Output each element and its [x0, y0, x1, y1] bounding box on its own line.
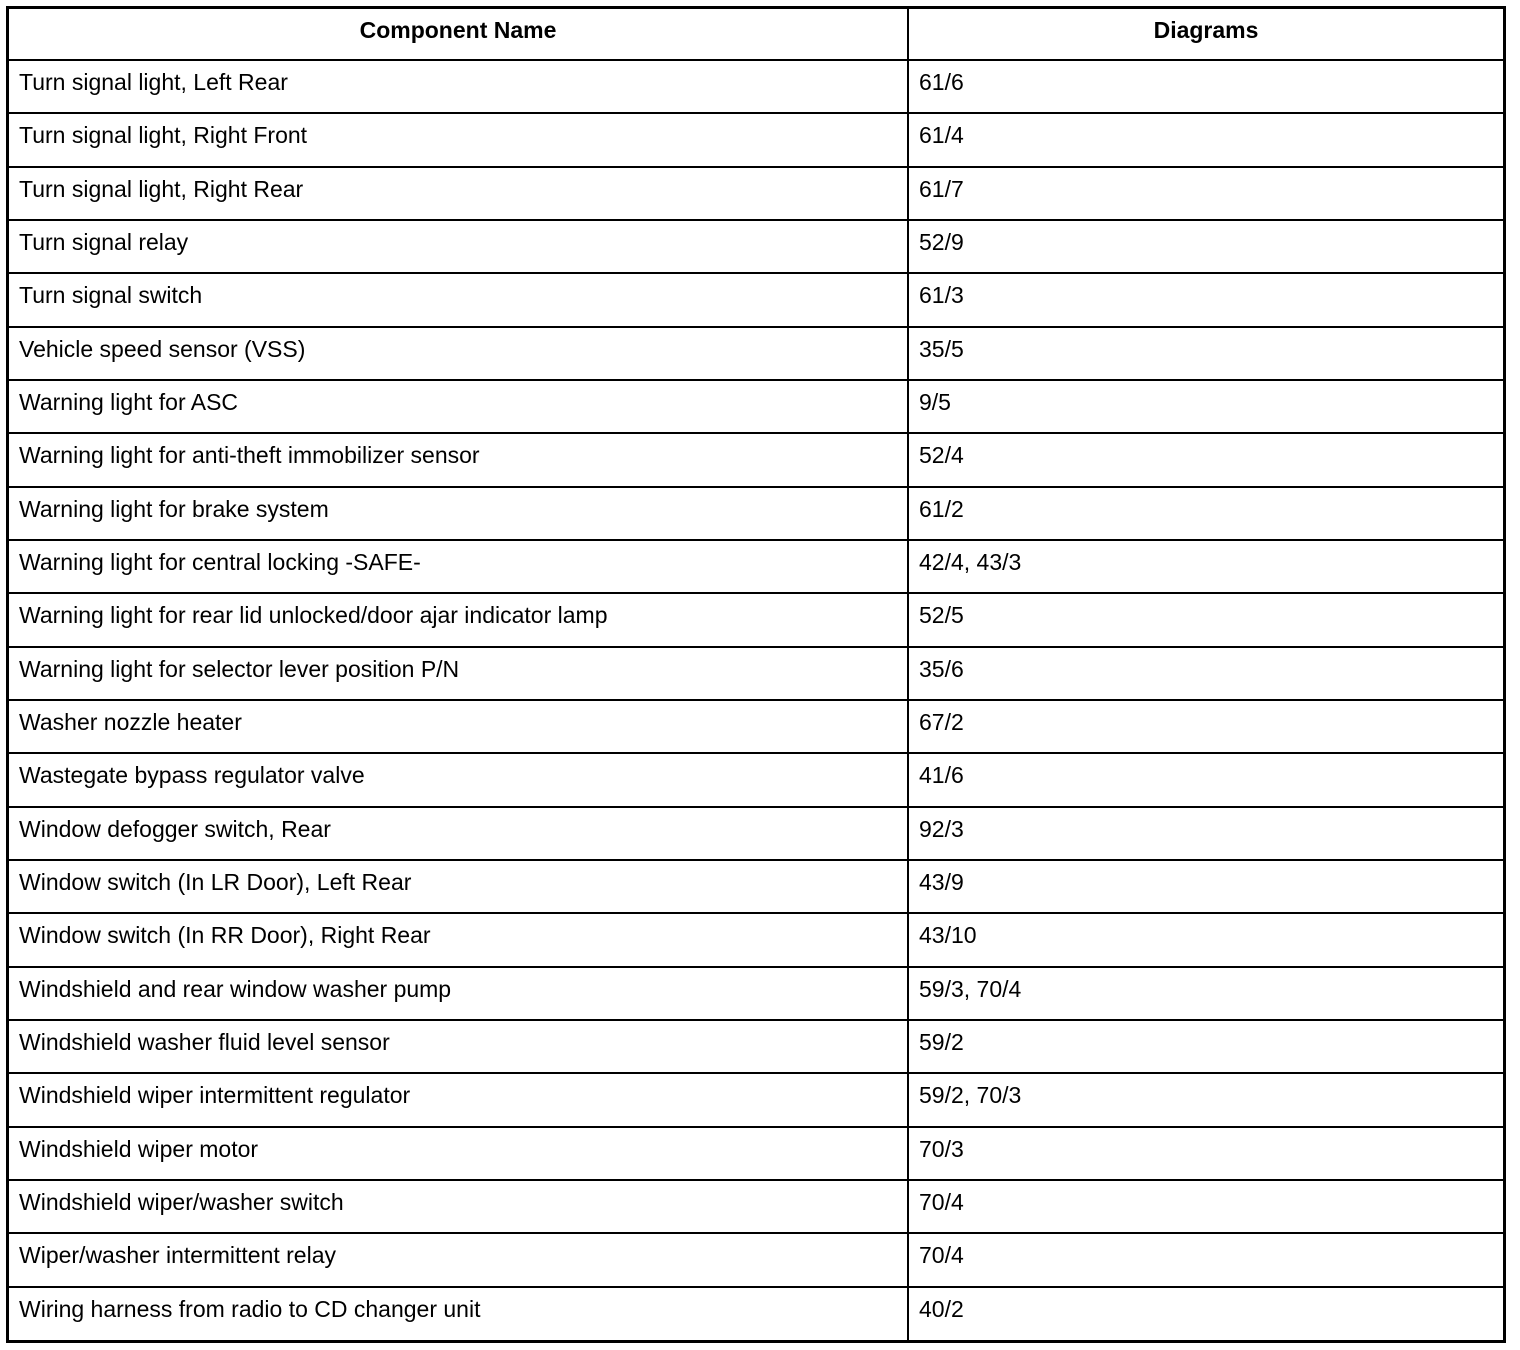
component-name-cell: Turn signal light, Right Front — [9, 113, 908, 166]
diagrams-cell: 92/3 — [908, 807, 1503, 860]
component-name-cell: Vehicle speed sensor (VSS) — [9, 327, 908, 380]
table-row — [9, 60, 1503, 113]
table-header-row — [9, 9, 1503, 60]
component-name-cell: Turn signal relay — [9, 220, 908, 273]
diagrams-cell: 61/7 — [908, 167, 1503, 220]
component-name-cell: Window switch (In LR Door), Left Rear — [9, 860, 908, 913]
component-name-cell: Warning light for rear lid unlocked/door ajar indicator lamp — [9, 593, 908, 646]
table-row — [9, 167, 1503, 220]
table-row — [9, 540, 1503, 593]
diagrams-cell: 41/6 — [908, 753, 1503, 806]
diagrams-cell: 43/9 — [908, 860, 1503, 913]
component-name-cell: Window switch (In RR Door), Right Rear — [9, 913, 908, 966]
table-row — [9, 700, 1503, 753]
table-row — [9, 1233, 1503, 1286]
component-name-cell: Washer nozzle heater — [9, 700, 908, 753]
diagrams-cell: 70/3 — [908, 1127, 1503, 1180]
diagrams-cell: 67/2 — [908, 700, 1503, 753]
table-row — [9, 1287, 1503, 1340]
component-name-cell: Turn signal light, Left Rear — [9, 60, 908, 113]
table-row — [9, 1180, 1503, 1233]
table-row — [9, 380, 1503, 433]
table-row — [9, 807, 1503, 860]
table-row — [9, 327, 1503, 380]
table-row — [9, 1073, 1503, 1126]
table-row — [9, 1127, 1503, 1180]
diagrams-cell: 52/4 — [908, 433, 1503, 486]
diagrams-cell: 70/4 — [908, 1233, 1503, 1286]
component-name-cell: Windshield wiper/washer switch — [9, 1180, 908, 1233]
component-name-cell: Turn signal light, Right Rear — [9, 167, 908, 220]
diagrams-cell: 43/10 — [908, 913, 1503, 966]
table-row — [9, 433, 1503, 486]
diagrams-cell: 40/2 — [908, 1287, 1503, 1340]
table-row — [9, 860, 1503, 913]
table-row — [9, 487, 1503, 540]
component-name-cell: Warning light for anti-theft immobilizer sensor — [9, 433, 908, 486]
table-row — [9, 1020, 1503, 1073]
component-name-cell: Windshield and rear window washer pump — [9, 967, 908, 1020]
table-row — [9, 913, 1503, 966]
table-row — [9, 273, 1503, 326]
component-diagram-table — [6, 6, 1506, 1343]
table-row — [9, 647, 1503, 700]
diagrams-cell: 59/3, 70/4 — [908, 967, 1503, 1020]
component-name-cell: Windshield wiper motor — [9, 1127, 908, 1180]
component-name-cell: Wiper/washer intermittent relay — [9, 1233, 908, 1286]
diagrams-cell: 61/3 — [908, 273, 1503, 326]
diagrams-cell: 59/2 — [908, 1020, 1503, 1073]
component-name-cell: Wiring harness from radio to CD changer unit — [9, 1287, 908, 1340]
component-name-cell: Warning light for central locking -SAFE- — [9, 540, 908, 593]
component-name-cell: Window defogger switch, Rear — [9, 807, 908, 860]
diagrams-cell: 61/6 — [908, 60, 1503, 113]
table-row — [9, 113, 1503, 166]
component-name-cell: Warning light for selector lever position P/N — [9, 647, 908, 700]
header-component-name: Component Name — [9, 9, 908, 60]
component-table — [9, 9, 1503, 1340]
diagrams-cell: 61/4 — [908, 113, 1503, 166]
component-name-cell: Turn signal switch — [9, 273, 908, 326]
diagrams-cell: 59/2, 70/3 — [908, 1073, 1503, 1126]
diagrams-cell: 35/6 — [908, 647, 1503, 700]
component-name-cell: Windshield washer fluid level sensor — [9, 1020, 908, 1073]
table-row — [9, 220, 1503, 273]
table-row — [9, 753, 1503, 806]
diagrams-cell: 61/2 — [908, 487, 1503, 540]
diagrams-cell: 9/5 — [908, 380, 1503, 433]
header-diagrams: Diagrams — [908, 9, 1503, 60]
diagrams-cell: 70/4 — [908, 1180, 1503, 1233]
component-name-cell: Windshield wiper intermittent regulator — [9, 1073, 908, 1126]
table-row — [9, 967, 1503, 1020]
component-name-cell: Warning light for brake system — [9, 487, 908, 540]
table-row — [9, 593, 1503, 646]
diagrams-cell: 52/9 — [908, 220, 1503, 273]
diagrams-cell: 52/5 — [908, 593, 1503, 646]
component-name-cell: Wastegate bypass regulator valve — [9, 753, 908, 806]
diagrams-cell: 35/5 — [908, 327, 1503, 380]
diagrams-cell: 42/4, 43/3 — [908, 540, 1503, 593]
component-name-cell: Warning light for ASC — [9, 380, 908, 433]
